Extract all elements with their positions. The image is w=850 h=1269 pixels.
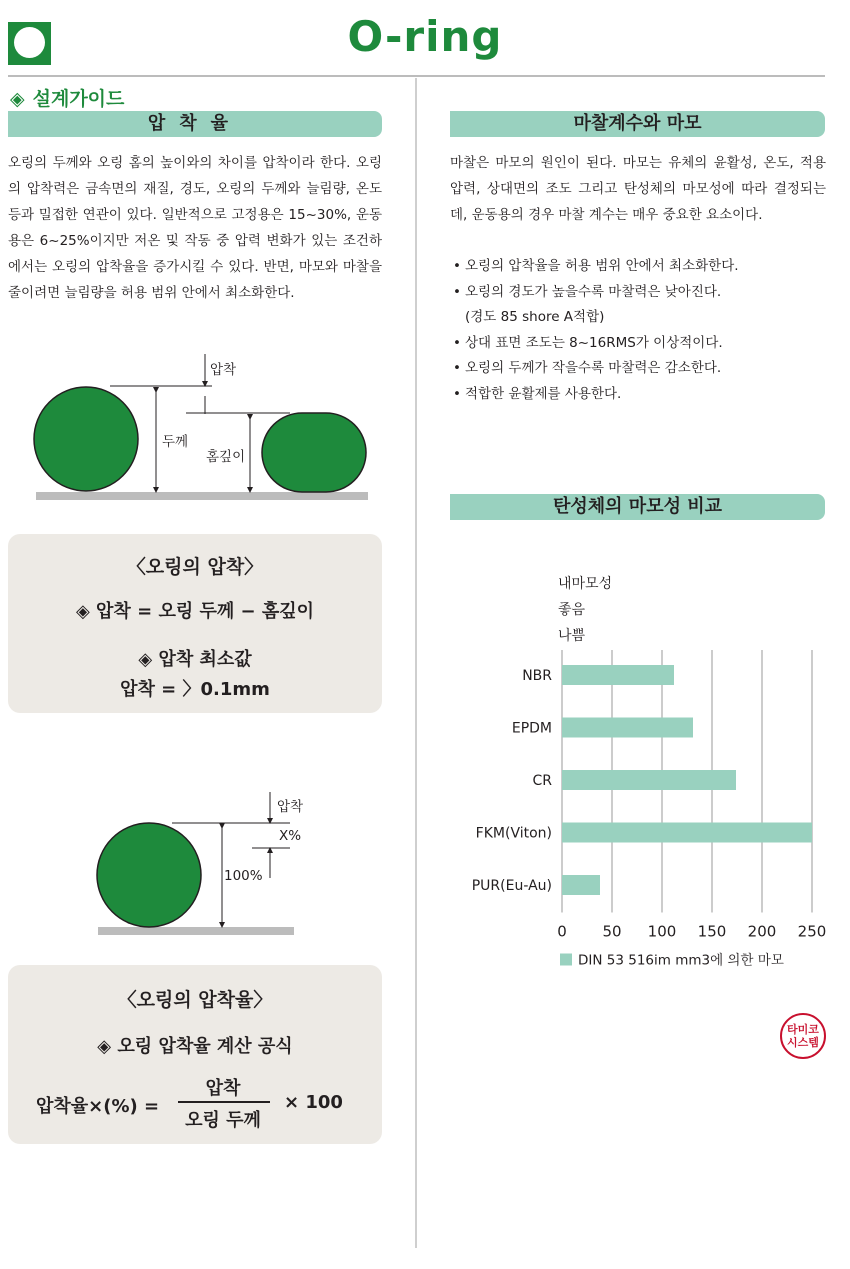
compressed-oring bbox=[262, 413, 366, 492]
compression-diagram bbox=[0, 340, 415, 510]
x-tick-label: 100 bbox=[647, 922, 677, 941]
right-paragraph: 마찰은 마모의 원인이 된다. 마모는 유체의 윤활성, 온도, 적용 압력, 상대면의 조도 그리고 탄성체의 마모성에 따라 결정되는데, 운동용의 경우 마찰 계수는 매우 중요한 요소이다. bbox=[450, 155, 826, 223]
label-100-percent: 100% bbox=[224, 868, 263, 884]
section-heading-label: 설계가이드 bbox=[32, 88, 125, 110]
left-paragraph: 오링의 두께와 오링 홈의 높이와의 차이를 압착이라 한다. 오링의 압착력은 금속면의 재질, 경도, 오링의 두께와 늘림량, 온도 등과 밀접한 연관이 있다. 일반적으로 고정용은 15~30%, 운동용은 6~25%이지만 저온 및 작동 중 압력 변화가 있는 조건하에서는 오링의 압착율을 증가시킬 수 있다. 반면, 마모와 마찰을 줄이려면 늘림량을 허용 범위 안에서 최소화한다. bbox=[8, 155, 382, 301]
list-item-note: (경도 85 shore A적합) bbox=[465, 309, 605, 325]
list-item: • 오링의 두께가 작을수록 마찰력은 감소한다. bbox=[451, 356, 827, 382]
bar bbox=[562, 718, 693, 738]
list-item: • 상대 표면 조도는 8~16RMS가 이상적이다. bbox=[451, 331, 827, 357]
label-compress: 압착 bbox=[210, 362, 237, 378]
formula-numerator: 압착 bbox=[205, 1078, 241, 1099]
category-label: NBR bbox=[522, 668, 552, 684]
right-band-title-friction: 마찰계수와 마모 bbox=[450, 111, 825, 137]
compression-ratio-diagram bbox=[0, 780, 415, 940]
bar bbox=[562, 770, 736, 790]
bar bbox=[562, 665, 674, 685]
bullet-icon: • bbox=[453, 360, 461, 376]
bullet-icon: • bbox=[453, 385, 461, 402]
label-x-percent: X% bbox=[279, 828, 302, 844]
right-band-title-wear: 탄성체의 마모성 비교 bbox=[450, 494, 825, 520]
compression-formula: ◈ 압착 = 오링 두께 − 홈깊이 bbox=[75, 601, 315, 622]
x-tick-label: 150 bbox=[697, 922, 727, 941]
chart-annotation: 좋음 bbox=[558, 602, 586, 618]
category-label: FKM(Viton) bbox=[475, 825, 552, 842]
formula-rhs: × 100 bbox=[284, 1092, 343, 1113]
oring-cross-section bbox=[34, 387, 138, 491]
formula-denominator: 오링 두께 bbox=[185, 1110, 261, 1131]
label-groove-depth: 홈깊이 bbox=[206, 449, 246, 465]
x-tick-label: 250 bbox=[797, 922, 827, 941]
section-heading bbox=[10, 84, 124, 111]
x-tick-label: 0 bbox=[557, 922, 567, 941]
base-plate bbox=[98, 927, 294, 935]
legend-label: DIN 53 516im mm3에 의한 마모 bbox=[578, 952, 784, 969]
fraction-bar bbox=[178, 1101, 270, 1103]
chart-annotation: 내마모성 bbox=[558, 576, 613, 592]
bullet-icon: • bbox=[453, 283, 461, 300]
chart-annotation: 나쁨 bbox=[558, 628, 586, 644]
label-thickness: 두께 bbox=[162, 434, 189, 450]
bullet-icon: • bbox=[453, 258, 461, 274]
list-item: • 오링의 경도가 높을수록 마찰력은 낮아진다. bbox=[451, 280, 827, 306]
compression-formula-box bbox=[8, 534, 382, 713]
left-band-title: 압착율 bbox=[8, 111, 382, 137]
x-tick-label: 200 bbox=[747, 922, 777, 941]
category-label: EPDM bbox=[511, 720, 552, 737]
friction-bullet-list bbox=[451, 254, 827, 407]
header-divider bbox=[8, 75, 825, 77]
list-item: • 적합한 윤활제를 사용한다. bbox=[451, 382, 827, 408]
box-title: 〈오링의 압착율〉 bbox=[117, 989, 273, 1011]
list-item: • 오링의 압착율을 허용 범위 안에서 최소화한다. bbox=[451, 254, 827, 280]
oring-cross-section bbox=[97, 823, 201, 927]
min-compression-heading: ◈ 압착 최소값 bbox=[138, 649, 252, 670]
diamond-icon: ◈ bbox=[10, 88, 25, 110]
box-title: 〈오링의 압착〉 bbox=[126, 556, 264, 578]
x-tick-label: 50 bbox=[602, 922, 622, 941]
formula-heading: ◈ 오링 압착율 계산 공식 bbox=[97, 1036, 293, 1057]
column-divider bbox=[415, 78, 417, 1248]
bar bbox=[562, 823, 812, 843]
page-title: O-ring bbox=[347, 12, 503, 61]
bullet-icon: • bbox=[453, 334, 461, 351]
category-label: PUR(Eu-Au) bbox=[471, 878, 552, 894]
label-compress: 압착 bbox=[277, 799, 304, 815]
company-stamp: 타미코 시스템 bbox=[780, 1013, 826, 1059]
formula-lhs: 압착율×(%) = bbox=[36, 1096, 160, 1117]
min-compression-value: 압착 = 〉0.1mm bbox=[120, 679, 270, 700]
bar bbox=[562, 875, 600, 895]
base-plate bbox=[36, 492, 368, 500]
category-label: CR bbox=[532, 773, 552, 789]
legend-swatch bbox=[560, 954, 572, 966]
wear-comparison-chart bbox=[440, 645, 840, 985]
